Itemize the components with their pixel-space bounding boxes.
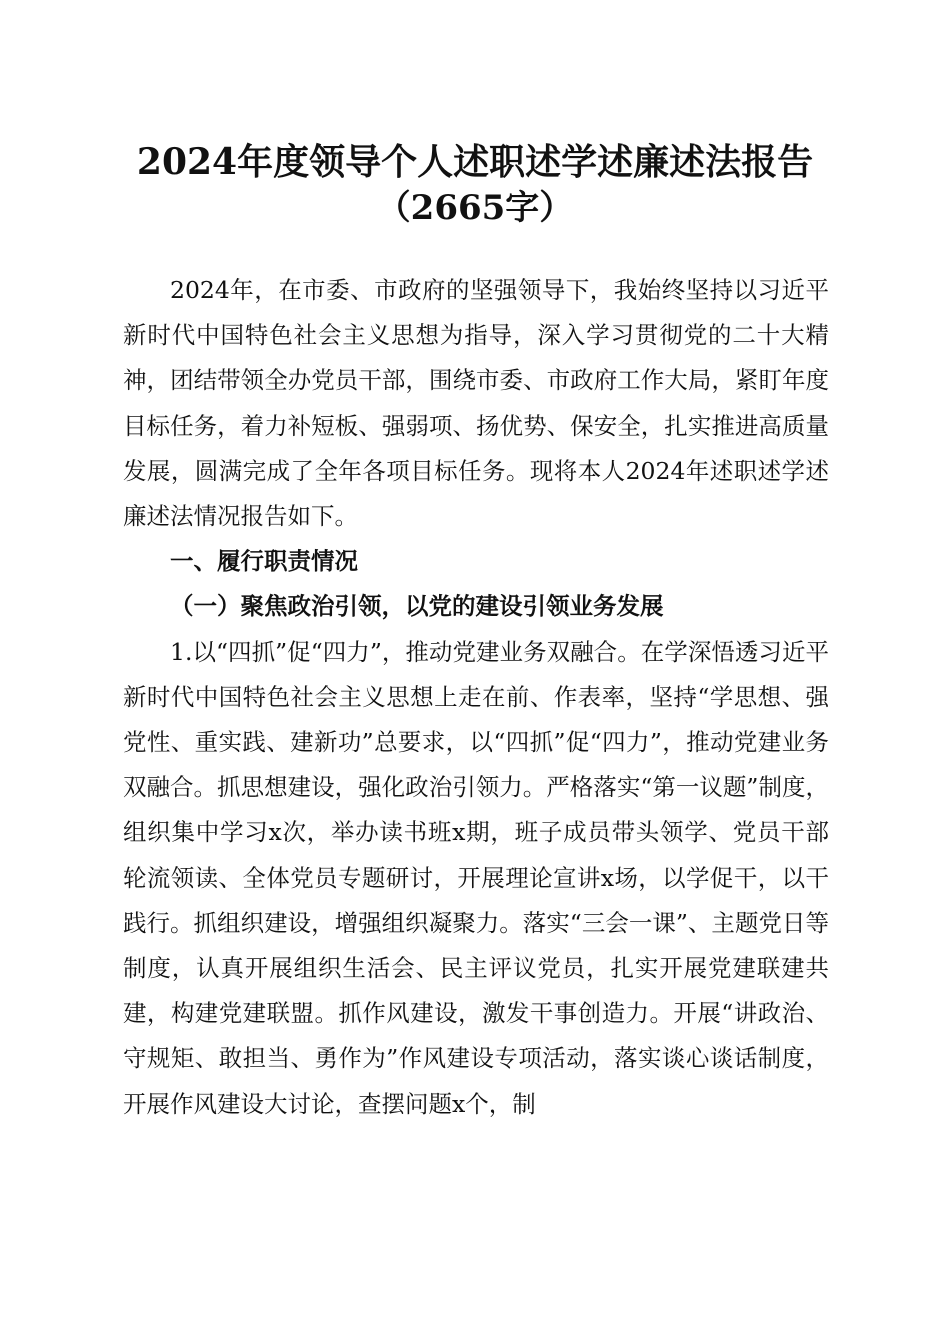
document-subtitle-word-count: （2665字） [376,188,574,228]
section-heading-duties: 一、履行职责情况 [170,547,358,576]
document-body [123,268,829,1127]
item-paragraph-party-building: 1.以“四抓”促“四力”，推动党建业务双融合。在学深悟透习近平新时代中国特色社会主义思想上走在前、作表率，坚持“学思想、强党性、重实践、建新功”总要求，以“四抓”促“四力”，推动党建业务双融合。抓思想建设，强化政治引领力。严格落实“第一议题”制度，组织集中学习x次，举办读书班x期，班子成员带头领学、党员干部轮流领读、全体党员专题研讨，开展理论宣讲x场，以学促干，以干践行。抓组织建设，增强组织凝聚力。落实“三会一课”、主题党日等制度，认真开展组织生活会、民主评议党员，扎实开展党建联建共建，构建党建联盟。抓作风建设，激发干事创造力。开展“讲政治、守规矩、敢担当、勇作为”作风建设专项活动，落实谈心谈话制度，开展作风建设大讨论，查摆问题x个，制 [123,637,829,1118]
subsection-heading-political-guidance: （一）聚焦政治引领，以党的建设引领业务发展 [170,592,664,621]
document-title: 2024年度领导个人述职述学述廉述法报告 [136,141,814,183]
intro-paragraph: 2024年，在市委、市政府的坚强领导下，我始终坚持以习近平新时代中国特色社会主义思想为指导，深入学习贯彻党的二十大精神，团结带领全办党员干部，围绕市委、市政府工作大局，紧盯年度目标任务，着力补短板、强弱项、扬优势、保安全，扎实推进高质量发展，圆满完成了全年各项目标任务。现将本人2024年述职述学述廉述法情况报告如下。 [123,276,829,531]
